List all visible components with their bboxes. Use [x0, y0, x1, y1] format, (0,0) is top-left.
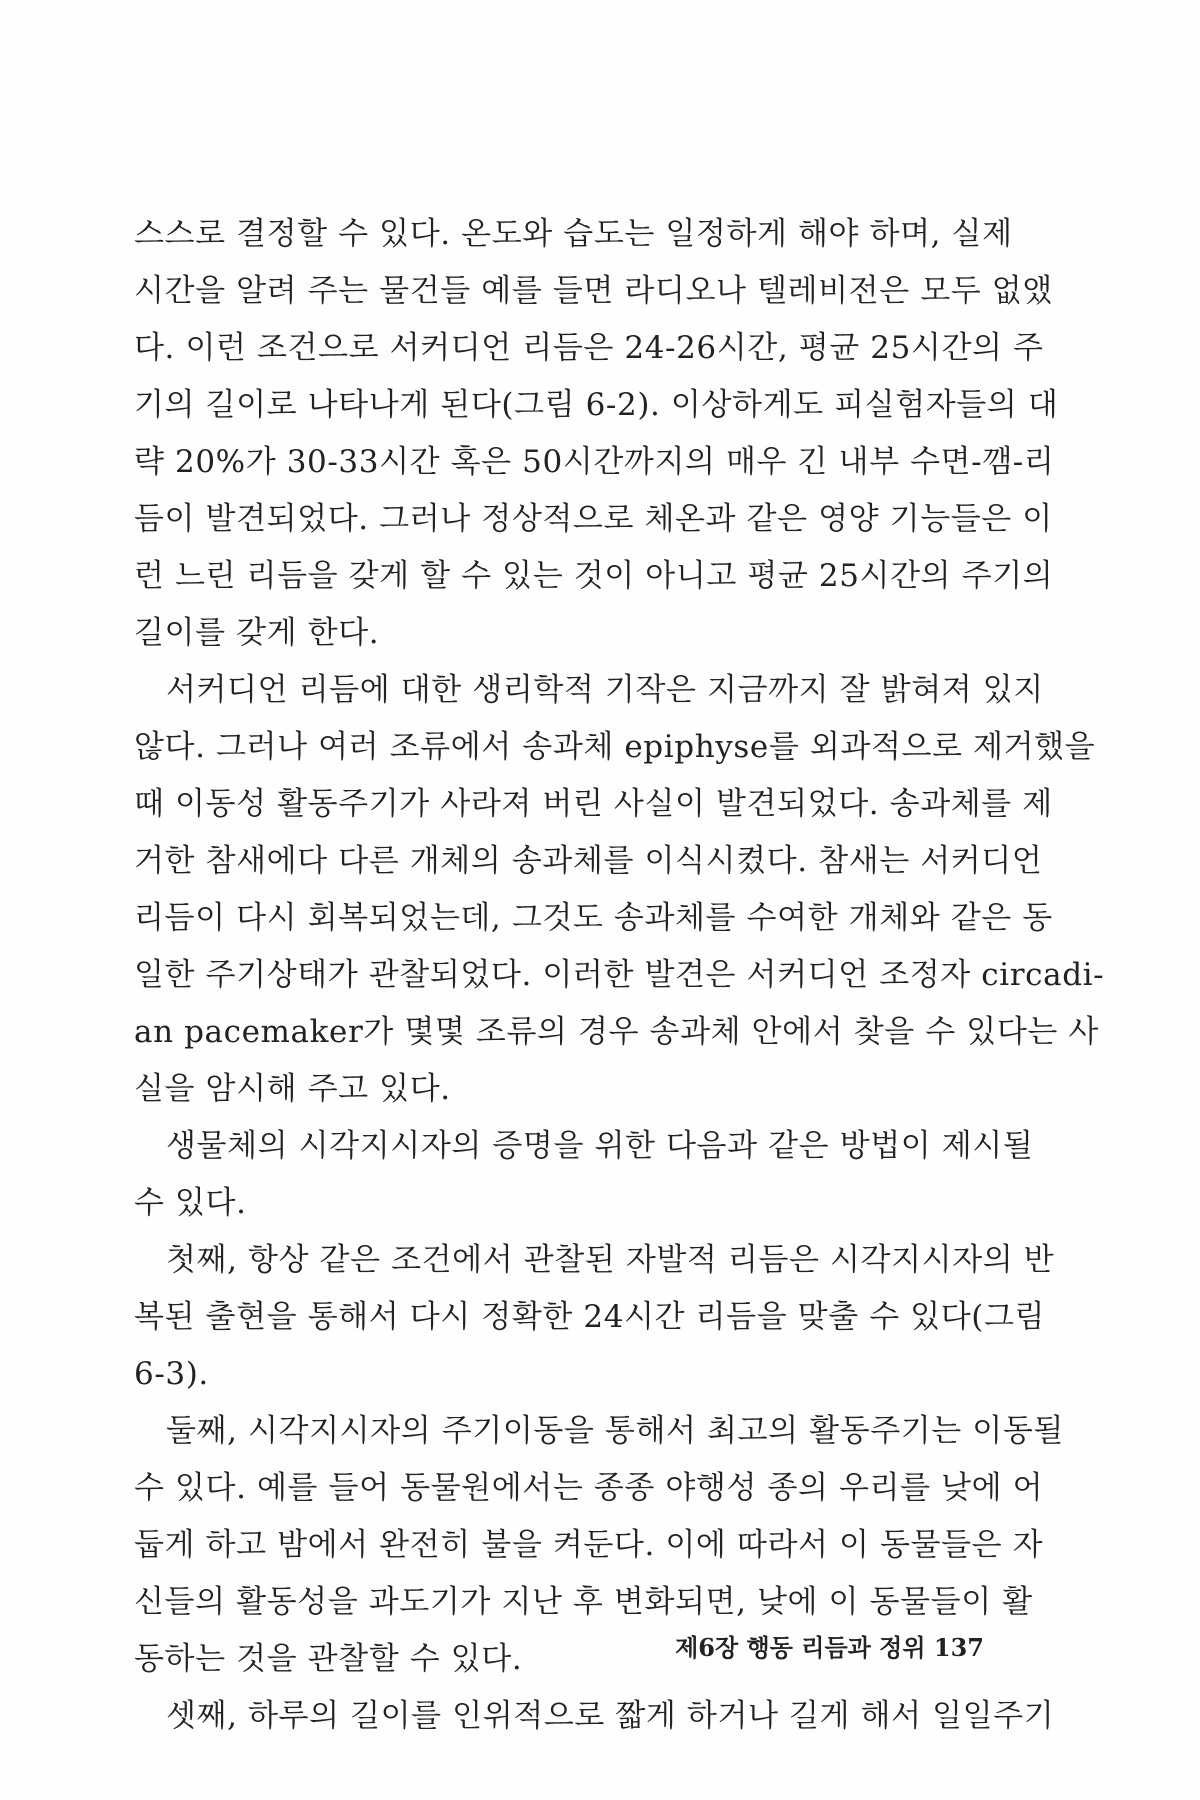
text-line: 셋째, 하루의 길이를 인위적으로 짧게 하거나 길게 해서 일일주기	[166, 1698, 1055, 1734]
text-line: 기의 길이로 나타나게 된다(그림 6-2). 이상하게도 피실험자들의 대	[134, 387, 1059, 423]
text-line: 런 느린 리듬을 갖게 할 수 있는 것이 아니고 평균 25시간의 주기의	[134, 558, 1054, 594]
text-line: 때 이동성 활동주기가 사라져 버린 사실이 발견되었다. 송과체를 제	[134, 786, 1053, 822]
text-line: 수 있다. 예를 들어 동물원에서는 종종 야행성 종의 우리를 낮에 어	[134, 1470, 1044, 1506]
text-line: 서커디언 리듬에 대한 생리학적 기작은 지금까지 잘 밝혀져 있지	[166, 672, 1044, 708]
text-line: 않다. 그러나 여러 조류에서 송과체 epiphyse를 외과적으로 제거했을	[134, 729, 1096, 765]
text-line: 일한 주기상태가 관찰되었다. 이러한 발견은 서커디언 조정자 circadi-	[134, 957, 1105, 993]
text-line: 길이를 갖게 한다.	[134, 615, 380, 651]
page-footer: 제6장 행동 리듬과 정위 137	[675, 1633, 984, 1662]
text-line: 거한 참새에다 다른 개체의 송과체를 이식시켰다. 참새는 서커디언	[134, 843, 1043, 879]
body-text	[134, 206, 1105, 1745]
text-line: 리듬이 다시 회복되었는데, 그것도 송과체를 수여한 개체와 같은 동	[134, 900, 1053, 936]
text-line: 략 20%가 30-33시간 혹은 50시간까지의 매우 긴 내부 수면-깸-리	[134, 444, 1055, 480]
text-line: 첫째, 항상 같은 조건에서 관찰된 자발적 리듬은 시각지시자의 반	[166, 1242, 1055, 1278]
text-line: 수 있다.	[134, 1185, 247, 1221]
text-line: an pacemaker가 몇몇 조류의 경우 송과체 안에서 찾을 수 있다는 사	[134, 1014, 1099, 1050]
text-line: 생물체의 시각지시자의 증명을 위한 다음과 같은 방법이 제시될	[166, 1128, 1034, 1164]
text-line: 6-3).	[134, 1356, 209, 1392]
text-line: 시간을 알려 주는 물건들 예를 들면 라디오나 텔레비전은 모두 없앴	[134, 273, 1053, 309]
text-line: 스스로 결정할 수 있다. 온도와 습도는 일정하게 해야 하며, 실제	[134, 216, 1013, 252]
text-line: 신들의 활동성을 과도기가 지난 후 변화되면, 낮에 이 동물들이 활	[134, 1584, 1033, 1620]
text-line: 둡게 하고 밤에서 완전히 불을 켜둔다. 이에 따라서 이 동물들은 자	[134, 1527, 1044, 1563]
text-line: 다. 이런 조건으로 서커디언 리듬은 24-26시간, 평균 25시간의 주	[134, 330, 1044, 366]
text-line: 둘째, 시각지시자의 주기이동을 통해서 최고의 활동주기는 이동될	[166, 1413, 1064, 1449]
text-line: 동하는 것을 관찰할 수 있다.	[134, 1641, 523, 1677]
text-line: 실을 암시해 주고 있다.	[134, 1071, 451, 1107]
text-line: 듬이 발견되었다. 그러나 정상적으로 체온과 같은 영양 기능들은 이	[134, 501, 1053, 537]
text-line: 복된 출현을 통해서 다시 정확한 24시간 리듬을 맞출 수 있다(그림	[134, 1299, 1046, 1335]
